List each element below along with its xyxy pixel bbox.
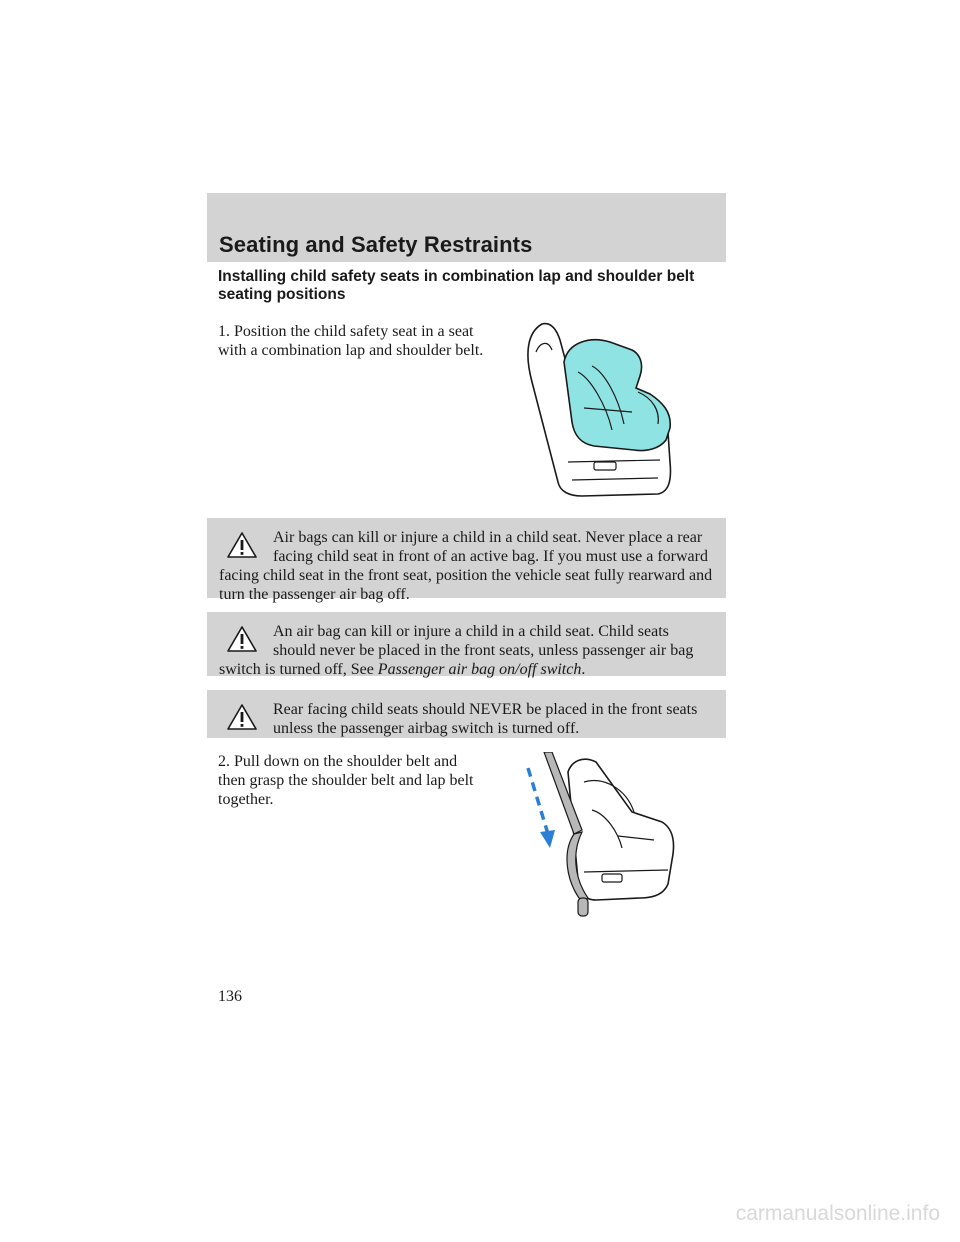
warning-box-3 [207,690,726,738]
warning-triangle-icon [227,626,257,652]
step-1-text: 1. Position the child safety seat in a seat with a combination lap and shoulder belt. [218,323,484,359]
warning-text-part: . [581,661,586,678]
cross-reference: Passenger air bag on/off switch [377,661,582,678]
section-header-band [207,193,726,262]
subsection-heading: Installing child safety seats in combination lap and shoulder belt seating positions [218,268,695,303]
warning-text: Air bags can kill or injure a child in a child seat. Never place a rear facing child seat in front of an active bag. If you must use a forward facing child seat in the front seat, position the vehicle seat fully rearward and turn the passenger air bag off. [219,529,713,603]
warning-text [219,622,714,679]
warning-box-2 [207,612,726,676]
child-seat-illustration [520,312,680,498]
warning-triangle-icon [227,532,257,558]
warning-text: Rear facing child seats should NEVER be placed in the front seats unless the passenger airbag switch is turned off. [273,701,698,737]
section-title: Seating and Safety Restraints [219,232,533,257]
watermark: carmanualsonline.info [735,1202,940,1225]
step-2-text: 2. Pull down on the shoulder belt and then grasp the shoulder belt and lap belt together. [218,753,474,808]
warning-text-part: An air bag can kill or injure a child in a child seat. Child seats should never be placed in the front seats, unless passenger air bag switch is turned off, See [219,623,694,678]
page-number: 136 [218,988,242,1005]
warning-triangle-icon [227,704,257,730]
belt-illustration [522,752,682,920]
warning-box-1 [207,518,726,603]
